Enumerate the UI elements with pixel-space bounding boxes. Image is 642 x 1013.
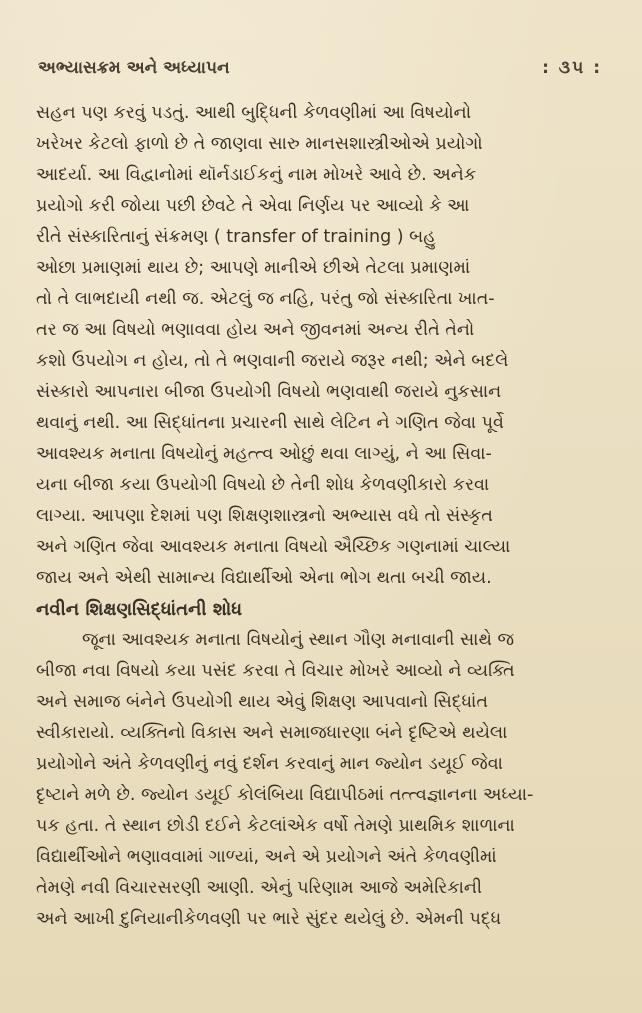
text-line: લાગ્યા. આપણા દેશમાં પણ શિક્ષણશાસ્ત્રનો અભ્યાસ વધે તો સંસ્કૃત — [36, 506, 493, 526]
text-line: અને આખી દુનિયાનીકેળવણી પર ભારે સુંદર થયેલું છે. એમની પદ્ધ — [36, 909, 502, 929]
text-line: અને ગણિત જેવા આવશ્યક મનાતા વિષયો ઐચ્છિક ગણનામાં ચાલ્યા — [36, 537, 511, 557]
text-line: ઓછા પ્રમાણમાં થાય છે; આપણે માનીએ છીએ તેટલા પ્રમાણમાં — [36, 258, 471, 278]
paragraph-1 — [36, 98, 608, 594]
text-line: સહન પણ કરવું પડતું. આથી બુદ્ધિની કેળવણીમાં આ વિષયોનો — [36, 103, 472, 123]
text-line: સંસ્કારો આપનારા બીજા ઉપયોગી વિષયો ભણવાથી જરાયે નુકસાન — [36, 382, 502, 402]
text-line: વિદ્યાર્થીઓને ભણાવવામાં ગાળ્યાં, અને એ પ્રયોગને અંતે કેળવણીમાં — [36, 847, 497, 867]
text-line: જાય અને એથી સામાન્ય વિદ્યાર્થીઓ એના ભોગ થતા બચી જાય. — [36, 568, 492, 588]
text-line: પક હતા. તે સ્થાન છોડી દઈને કેટલાંએક વર્ષો તેમણે પ્રાથમિક શાળાના — [36, 816, 515, 836]
text-line: બીજા નવા વિષયો કયા પસંદ કરવા તે વિચાર મોખરે આવ્યો ને વ્યક્તિ — [36, 661, 515, 681]
text-line: પ્રયોગોને અંતે કેળવણીનું નવું દર્શન કરવાનું માન જ્યોન ડયૂઈ જેવા — [36, 754, 503, 774]
section-heading: નવીન શિક્ષણસિદ્ધાંતની શોધ — [36, 599, 243, 620]
page-body — [36, 98, 608, 935]
page-number: : ૩૫ : — [542, 58, 602, 78]
text-line: યના બીજા કયા ઉપયોગી વિષયો છે તેની શોધ કેળવણીકારો કરવા — [36, 475, 490, 495]
text-line: રીતે સંસ્કારિતાનું સંક્રમણ ( transfer of training ) બહુ — [36, 227, 436, 247]
paragraph-2 — [36, 625, 608, 935]
text-line: દૃષ્ટાને મળે છે. જ્યોન ડયૂઈ કોલંબિયા વિદ્યાપીઠમાં તત્ત્વજ્ઞાનના અધ્યા- — [36, 785, 534, 805]
text-line: તર જ આ વિષયો ભણાવવા હોય અને જીવનમાં અન્ય રીતે તેનો — [36, 320, 475, 340]
text-line: થવાનું નથી. આ સિદ્ધાંતના પ્રચારની સાથે લેટિન ને ગણિત જેવા પૂર્વે — [36, 413, 504, 433]
text-line: તેમણે નવી વિચારસરણી આણી. એનું પરિણામ આજે અમેરિકાની — [36, 878, 482, 898]
text-line: જૂના આવશ્યક મનાતા વિષયોનું સ્થાન ગૌણ મનાવાની સાથે જ — [82, 630, 515, 650]
text-line: સ્વીકારાયો. વ્યક્તિનો વિકાસ અને સમાજધારણા બંને દૃષ્ટિએ થયેલા — [36, 723, 508, 743]
text-line: આવશ્યક મનાતા વિષયોનું મહત્ત્વ ઓછું થવા લાગ્યું, ને આ સિવા- — [36, 444, 492, 464]
text-line: અને સમાજ બંનેને ઉપયોગી થાય એવું શિક્ષણ આપવાનો સિદ્ધાંત — [36, 692, 488, 712]
page-header — [38, 58, 602, 78]
text-line: કશો ઉપયોગ ન હોય, તો તે ભણવાની જરાયે જરૂર નથી; એને બદલે — [36, 351, 509, 371]
text-line: તો તે લાભદાયી નથી જ. એટલું જ નહિ, પરંતુ જો સંસ્કારિતા ખાત- — [36, 289, 495, 309]
running-title: અભ્યાસક્રમ અને અધ્યાપન — [38, 58, 230, 78]
text-line: આદર્યા. આ વિદ્વાનોમાં થૉર્નડાઈકનું નામ મોખરે આવે છે. અનેક — [36, 165, 477, 185]
text-line: ખરેખર કેટલો ફાળો છે તે જાણવા સારુ માનસશાસ્ત્રીઓએ પ્રયોગો — [36, 134, 483, 154]
text-line: પ્રયોગો કરી જોયા પછી છેવટે તે એવા નિર્ણય પર આવ્યો કે આ — [36, 196, 470, 216]
